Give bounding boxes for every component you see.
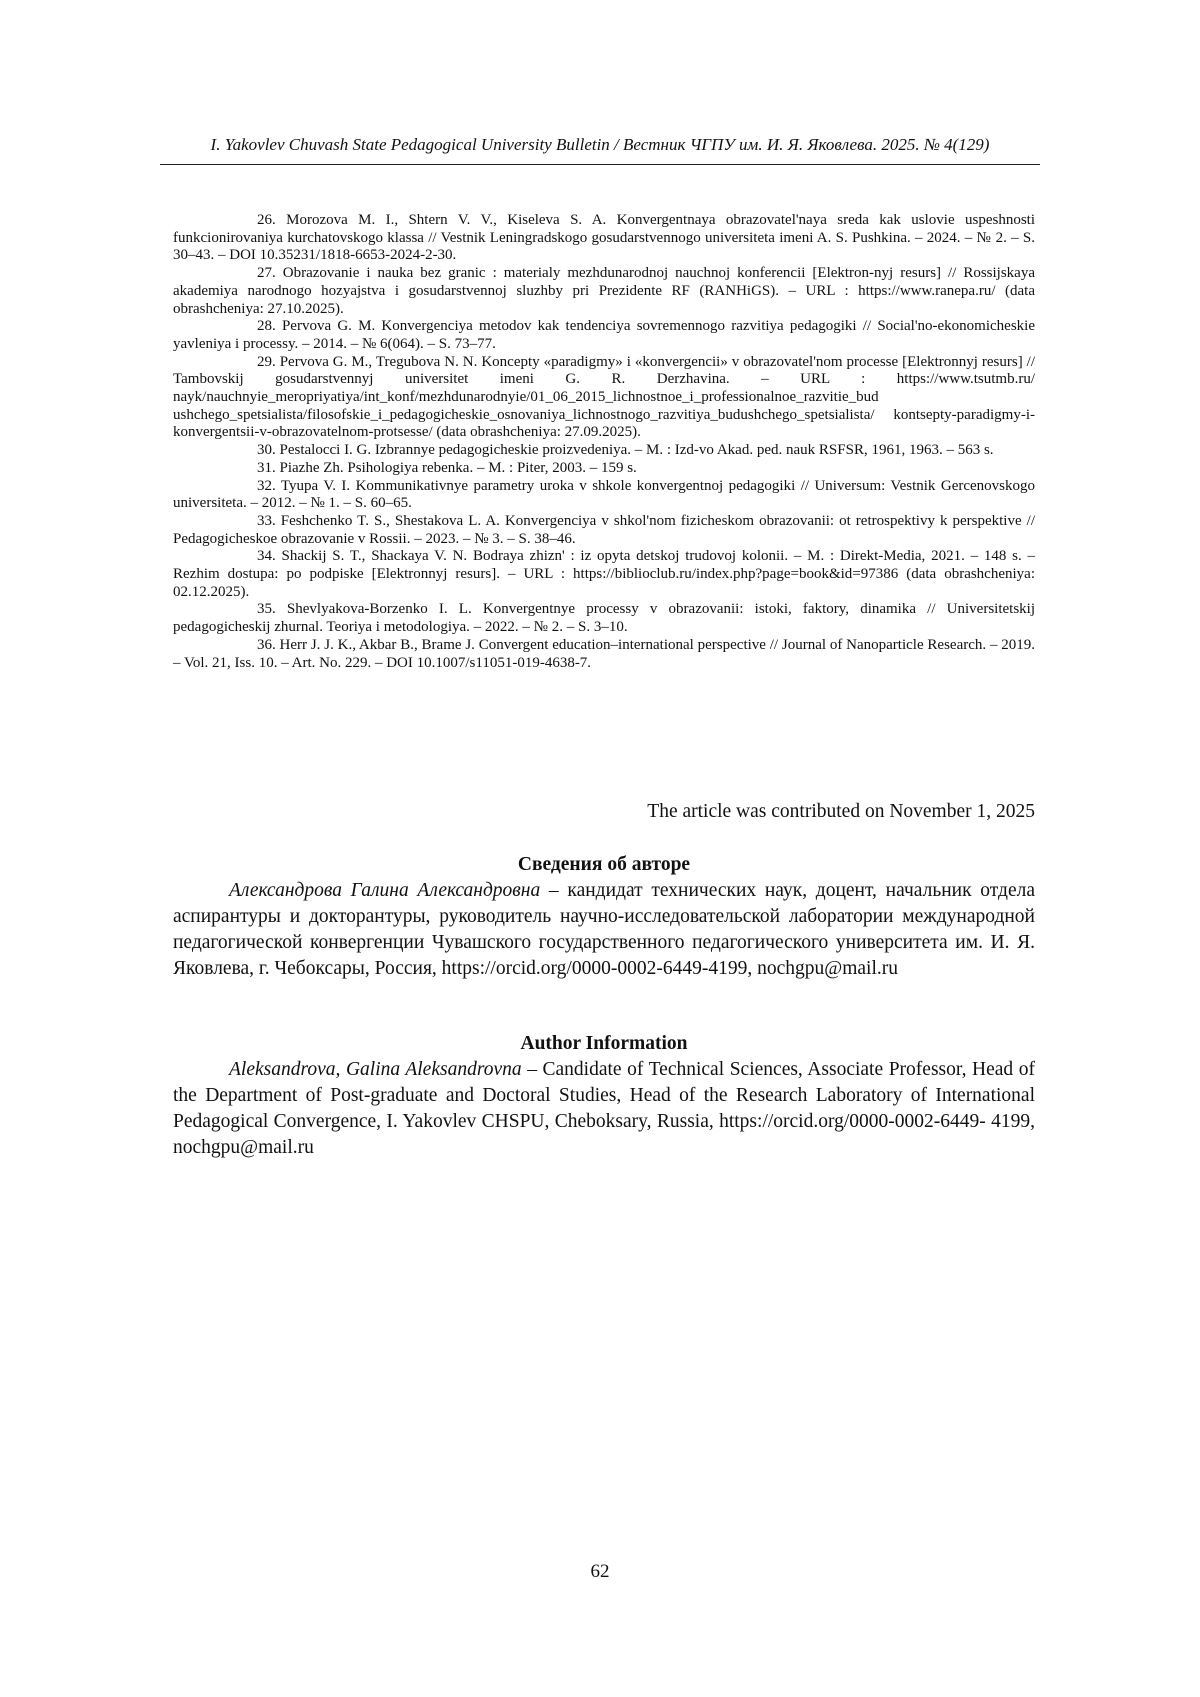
reference-item: 29. Pervova G. M., Tregubova N. N. Koncepty «paradigmy» i «konvergencii» v obrazovatel'nom processe [Elektronnyj resurs] // Tambovskij gosudarstvennyj universitet imeni G. R. Derzhavina. – URL : https://www.tsutmb.ru/ nayk/nauchnyie_meropriyatiya/int_konf/mezhdunarodnyie/01_06_2015_lichnostnoe_i_professionalnoe_razvitie_bud ushchego_spetsialista/filosofskie_i_pedagogicheskie_osnovaniya_lichnostnogo_razvitiya_budushchego_spetsialista/ kontsepty-paradigmy-i-konvergentsii-v-obrazovatelnom-protsesse/ (data obrashcheniya: 27.09.2025). [173,353,1035,441]
reference-item: 26. Morozova M. I., Shtern V. V., Kiseleva S. A. Konvergentnaya obrazovatel'naya sreda kak uslovie uspeshnosti funkcionirovaniya kurchatovskogo klassa // Vestnik Leningradskogo gosudarstvennogo universiteta imeni A. S. Pushkina. – 2024. – № 2. – S. 30–43. – DOI 10.35231/1818-6653-2024-2-30. [173,212,1035,264]
author-info-en-body [173,1057,1035,1161]
author-details-en: – Candidate of Technical Sciences, Associate Professor, Head of the Department of Post-graduate and Doctoral Studies, Head of the Research Laboratory of International Pedagogical Convergence, I. Yakovlev CHSPU, Cheboksary, Russia, https://orcid.org/0000-0002-6449- 4199, nochgpu@mail.ru [173,1059,1035,1158]
reference-item: 35. Shevlyakova-Borzenko I. L. Konvergentnye processy v obrazovanii: istoki, faktory, dinamika // Universitetskij pedagogicheskij zhurnal. Teoriya i metodologiya. – 2022. – № 2. – S. 3–10. [173,601,1035,636]
author-name-en: Aleksandrova, Galina Aleksandrovna [229,1059,522,1080]
reference-item: 30. Pestalocci I. G. Izbrannye pedagogicheskie proizvedeniya. – M. : Izd-vo Akad. ped. nauk RSFSR, 1961, 1963. – 563 s. [257,442,994,459]
author-info-ru-body [173,878,1035,982]
header-divider [160,164,1040,165]
reference-item: 27. Obrazovanie i nauka bez granic : materialy mezhdunarodnoj nauchnoj konferencii [Elektron-nyj resurs] // Rossijskaya akademiya narodnogo hozyajstva i gosudarstvennoj sluzhby pri Prezidente RF (RANHiGS). – URL : https://www.ranepa.ru/ (data obrashcheniya: 27.10.2025). [173,265,1035,317]
author-details-ru: – кандидат технических наук, доцент, начальник отдела аспирантуры и докторантуры, руководитель научно-исследовательской лаборатории международной педагогической конвергенции Чувашского государственного педагогического университета им. И. Я. Яковлева, г. Чебоксары, Россия, https://orcid.org/0000-0002-6449-4199, nochgpu@mail.ru [173,880,1036,979]
author-info-en-title: Author Information [520,1033,688,1054]
reference-item: 36. Herr J. J. K., Akbar B., Brame J. Convergent education–international perspective // Journal of Nanoparticle Research. – 2019. – Vol. 21, Iss. 10. – Art. No. 229. – DOI 10.1007/s11051-019-4638-7. [173,636,1035,671]
running-head: I. Yakovlev Chuvash State Pedagogical University Bulletin / Вестник ЧГПУ им. И. Я. Яковлева. 2025. № 4(129) [210,135,990,154]
contribution-note: The article was contributed on November 1, 2025 [647,801,1035,822]
reference-item: 34. Shackij S. T., Shackaya V. N. Bodraya zhizn' : iz opyta detskoj trudovoj kolonii. – M. : Direkt-Media, 2021. – 148 s. – Rezhim dostupa: po podpiske [Elektronnyj resurs]. – URL : https://biblioclub.ru/index.php?page=book&id=97386 (data obrashcheniya: 02.12.2025). [173,548,1035,600]
reference-item: 28. Pervova G. M. Konvergenciya metodov kak tendenciya sovremennogo razvitiya pedagogiki // Social'no-ekonomicheskie yavleniya i processy. – 2014. – № 6(064). – S. 73–77. [173,318,1035,352]
reference-item: 31. Piazhe Zh. Psihologiya rebenka. – M. : Piter, 2003. – 159 s. [257,459,637,476]
reference-list [173,212,1035,672]
reference-item: 32. Tyupa V. I. Kommunikativnye parametry uroka v shkole konvergentnoj pedagogiki // Universum: Vestnik Gercenovskogo universiteta. – 2012. – № 1. – S. 60–65. [173,477,1035,512]
author-name-ru: Александрова Галина Александровна [229,880,541,901]
author-info-ru-title: Сведения об авторе [517,854,691,875]
reference-item: 33. Feshchenko T. S., Shestakova L. A. Konvergenciya v shkol'nom fizicheskom obrazovanii: ot retrospektivy k perspektive // Pedagogicheskoe obrazovanie v Rossii. – 2023. – № 3. – S. 38–46. [173,512,1035,547]
page-number: 62 [590,1561,610,1582]
